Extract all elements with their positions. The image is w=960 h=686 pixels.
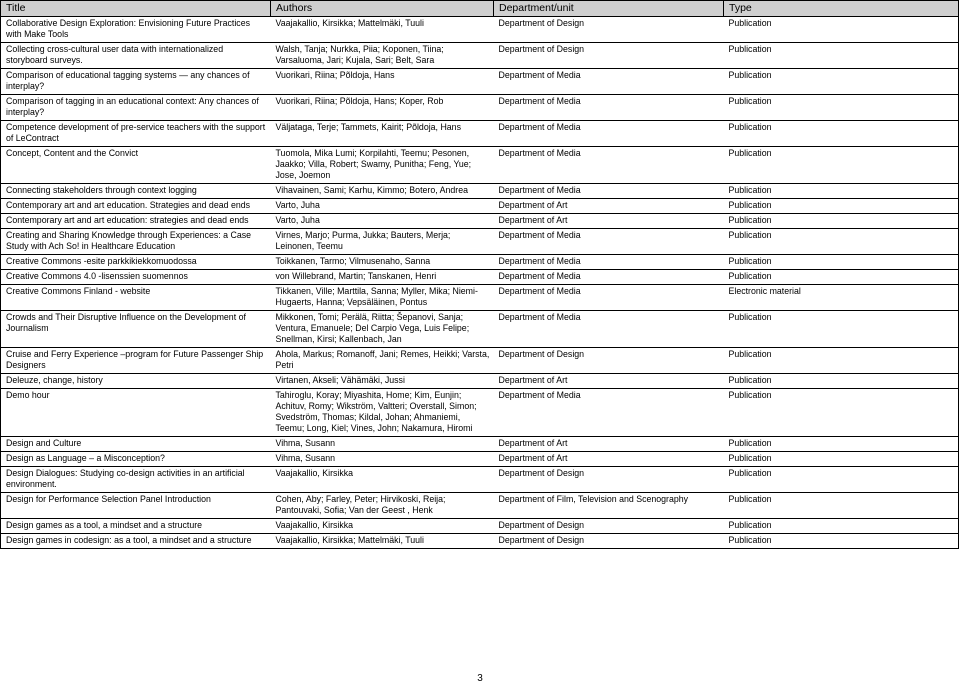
cell-department: Department of Art	[494, 452, 724, 467]
cell-type: Publication	[724, 270, 959, 285]
cell-department: Department of Media	[494, 95, 724, 121]
table-row	[1, 95, 959, 121]
cell-authors: Vaajakallio, Kirsikka	[271, 519, 494, 534]
cell-department: Department of Media	[494, 147, 724, 184]
cell-department: Department of Design	[494, 519, 724, 534]
cell-title: Comparison of tagging in an educational context: Any chances of interplay?	[1, 95, 271, 121]
cell-authors: Virnes, Marjo; Purma, Jukka; Bauters, Merja; Leinonen, Teemu	[271, 229, 494, 255]
cell-authors: Väljataga, Terje; Tammets, Kairit; Põldoja, Hans	[271, 121, 494, 147]
cell-title: Competence development of pre-service teachers with the support of LeContract	[1, 121, 271, 147]
cell-type: Publication	[724, 147, 959, 184]
cell-department: Department of Media	[494, 69, 724, 95]
cell-type: Publication	[724, 184, 959, 199]
table-row	[1, 374, 959, 389]
cell-type: Publication	[724, 493, 959, 519]
cell-department: Department of Design	[494, 17, 724, 43]
cell-type: Publication	[724, 534, 959, 549]
cell-title: Design as Language – a Misconception?	[1, 452, 271, 467]
cell-authors: Tahiroglu, Koray; Miyashita, Home; Kim, Eunjin; Achituv, Romy; Wikström, Valtteri; Overstall, Simon; Svedström, Thomas; Kildal, Johan; Ahmaniemi, Teemu; Long, Kiel; Vines, John; Nakamura, Hiromi	[271, 389, 494, 437]
cell-department: Department of Media	[494, 270, 724, 285]
cell-authors: Vaajakallio, Kirsikka; Mattelmäki, Tuuli	[271, 534, 494, 549]
cell-authors: Varto, Juha	[271, 199, 494, 214]
cell-department: Department of Art	[494, 374, 724, 389]
cell-type: Publication	[724, 311, 959, 348]
cell-type: Publication	[724, 214, 959, 229]
cell-authors: Vuorikari, Riina; Põldoja, Hans; Koper, Rob	[271, 95, 494, 121]
header-department: Department/unit	[494, 1, 724, 17]
table-row	[1, 184, 959, 199]
cell-department: Department of Media	[494, 121, 724, 147]
cell-authors: Tikkanen, Ville; Marttila, Sanna; Myller, Mika; Niemi-Hugaerts, Hanna; Vepsäläinen, Pontus	[271, 285, 494, 311]
table-row	[1, 199, 959, 214]
table-row	[1, 493, 959, 519]
cell-type: Publication	[724, 43, 959, 69]
cell-type: Publication	[724, 437, 959, 452]
cell-type: Publication	[724, 389, 959, 437]
cell-title: Creative Commons Finland - website	[1, 285, 271, 311]
cell-type: Publication	[724, 229, 959, 255]
cell-title: Contemporary art and art education. Strategies and dead ends	[1, 199, 271, 214]
cell-title: Design and Culture	[1, 437, 271, 452]
cell-title: Creating and Sharing Knowledge through Experiences: a Case Study with Ach So! in Healthcare Education	[1, 229, 271, 255]
page-number: 3	[477, 673, 483, 684]
cell-type: Publication	[724, 255, 959, 270]
cell-department: Department of Art	[494, 199, 724, 214]
cell-authors: Cohen, Aby; Farley, Peter; Hirvikoski, Reija; Pantouvaki, Sofia; Van der Geest , Henk	[271, 493, 494, 519]
cell-type: Publication	[724, 121, 959, 147]
cell-department: Department of Design	[494, 534, 724, 549]
cell-authors: von Willebrand, Martin; Tanskanen, Henri	[271, 270, 494, 285]
table-row	[1, 69, 959, 95]
table-body	[1, 17, 959, 549]
cell-type: Publication	[724, 69, 959, 95]
cell-title: Design for Performance Selection Panel Introduction	[1, 493, 271, 519]
table-row	[1, 214, 959, 229]
header-title: Title	[1, 1, 271, 17]
cell-title: Creative Commons -esite parkkikiekkomuodossa	[1, 255, 271, 270]
cell-title: Crowds and Their Disruptive Influence on the Development of Journalism	[1, 311, 271, 348]
table-header-row	[1, 1, 959, 17]
cell-authors: Ahola, Markus; Romanoff, Jani; Remes, Heikki; Varsta, Petri	[271, 348, 494, 374]
cell-type: Publication	[724, 467, 959, 493]
cell-title: Design games in codesign: as a tool, a mindset and a structure	[1, 534, 271, 549]
table-row	[1, 255, 959, 270]
cell-department: Department of Media	[494, 229, 724, 255]
cell-title: Collaborative Design Exploration: Envisioning Future Practices with Make Tools	[1, 17, 271, 43]
cell-authors: Vihma, Susann	[271, 437, 494, 452]
cell-department: Department of Media	[494, 389, 724, 437]
table-row	[1, 147, 959, 184]
cell-title: Design games as a tool, a mindset and a structure	[1, 519, 271, 534]
cell-department: Department of Media	[494, 311, 724, 348]
header-authors: Authors	[271, 1, 494, 17]
cell-authors: Vuorikari, Riina; Põldoja, Hans	[271, 69, 494, 95]
table-row	[1, 311, 959, 348]
cell-department: Department of Design	[494, 467, 724, 493]
cell-title: Contemporary art and art education: strategies and dead ends	[1, 214, 271, 229]
cell-type: Publication	[724, 17, 959, 43]
table-row	[1, 389, 959, 437]
cell-authors: Toikkanen, Tarmo; Vilmusenaho, Sanna	[271, 255, 494, 270]
cell-title: Creative Commons 4.0 -lisenssien suomennos	[1, 270, 271, 285]
cell-department: Department of Media	[494, 184, 724, 199]
table-row	[1, 285, 959, 311]
cell-authors: Vihma, Susann	[271, 452, 494, 467]
cell-title: Comparison of educational tagging systems — any chances of interplay?	[1, 69, 271, 95]
cell-title: Connecting stakeholders through context logging	[1, 184, 271, 199]
cell-authors: Vihavainen, Sami; Karhu, Kimmo; Botero, Andrea	[271, 184, 494, 199]
table-row	[1, 229, 959, 255]
cell-department: Department of Design	[494, 348, 724, 374]
table-row	[1, 43, 959, 69]
cell-department: Department of Art	[494, 214, 724, 229]
cell-authors: Mikkonen, Tomi; Perälä, Riitta; Šepanovi, Sanja; Ventura, Emanuele; Del Carpio Vega, Luis Felipe; Snellman, Kirsi; Kallenbach, Jan	[271, 311, 494, 348]
cell-type: Publication	[724, 95, 959, 121]
cell-type: Electronic material	[724, 285, 959, 311]
table-row	[1, 519, 959, 534]
cell-authors: Virtanen, Akseli; Vähämäki, Jussi	[271, 374, 494, 389]
cell-title: Collecting cross-cultural user data with internationalized storyboard surveys.	[1, 43, 271, 69]
header-type: Type	[724, 1, 959, 17]
cell-department: Department of Art	[494, 437, 724, 452]
cell-department: Department of Media	[494, 285, 724, 311]
cell-type: Publication	[724, 374, 959, 389]
cell-authors: Tuomola, Mika Lumi; Korpilahti, Teemu; Pesonen, Jaakko; Villa, Robert; Swamy, Punitha; Feng, Yue; Jose, Joemon	[271, 147, 494, 184]
cell-authors: Walsh, Tanja; Nurkka, Piia; Koponen, Tiina; Varsaluoma, Jari; Kujala, Sari; Belt, Sara	[271, 43, 494, 69]
cell-title: Deleuze, change, history	[1, 374, 271, 389]
table-row	[1, 17, 959, 43]
cell-department: Department of Design	[494, 43, 724, 69]
cell-title: Demo hour	[1, 389, 271, 437]
table-row	[1, 534, 959, 549]
cell-title: Concept, Content and the Convict	[1, 147, 271, 184]
table-row	[1, 437, 959, 452]
table-row	[1, 348, 959, 374]
cell-department: Department of Media	[494, 255, 724, 270]
table-row	[1, 270, 959, 285]
cell-type: Publication	[724, 348, 959, 374]
cell-authors: Varto, Juha	[271, 214, 494, 229]
table-row	[1, 467, 959, 493]
cell-department: Department of Film, Television and Scenography	[494, 493, 724, 519]
cell-type: Publication	[724, 452, 959, 467]
cell-authors: Vaajakallio, Kirsikka; Mattelmäki, Tuuli	[271, 17, 494, 43]
cell-title: Design Dialogues: Studying co-design activities in an artificial environment.	[1, 467, 271, 493]
table-row	[1, 452, 959, 467]
cell-type: Publication	[724, 199, 959, 214]
cell-authors: Vaajakallio, Kirsikka	[271, 467, 494, 493]
cell-title: Cruise and Ferry Experience –program for Future Passenger Ship Designers	[1, 348, 271, 374]
table-row	[1, 121, 959, 147]
cell-type: Publication	[724, 519, 959, 534]
